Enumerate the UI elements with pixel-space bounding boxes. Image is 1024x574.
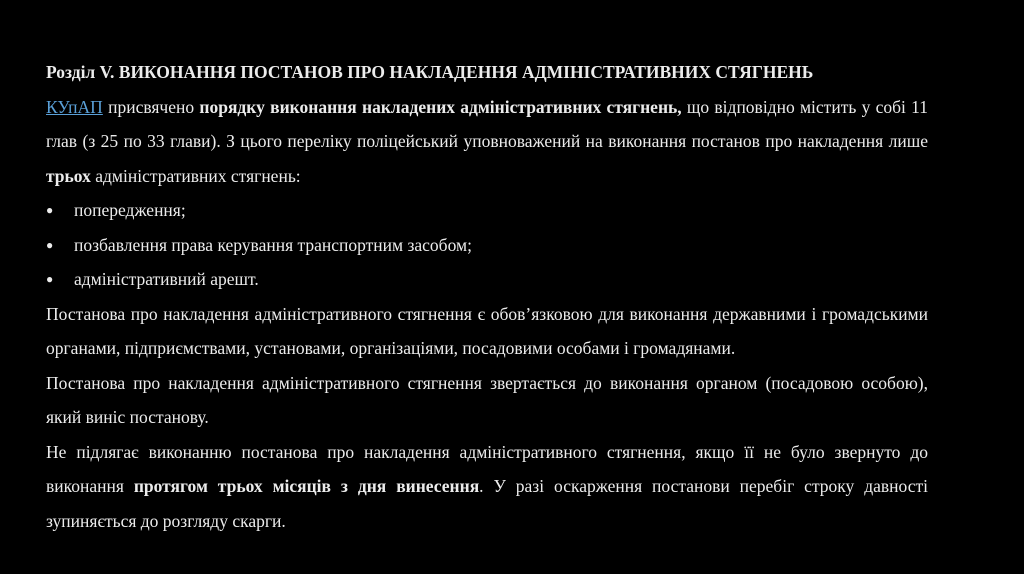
bullet-icon: ●: [46, 272, 54, 286]
penalty-list: [46, 193, 928, 297]
bullet-icon: ●: [46, 237, 54, 252]
list-item: [46, 262, 928, 297]
intro-bold-1: порядку виконання накладених адміністративних стягнень,: [199, 96, 682, 117]
list-item: [46, 193, 928, 228]
section-prefix: Розділ V.: [46, 62, 115, 82]
slide-content: [46, 55, 928, 538]
kupap-link[interactable]: КУпАП: [46, 96, 103, 117]
closing-text-1: Не підлягає виконанню постанова про накладення адміністративного стягнення, якщо її не було звернуто до виконання: [46, 441, 928, 496]
body-paragraph-1: Постанова про накладення адміністративного стягнення є обов’язковою для виконання державними і громадськими органами, підприємствами, установами, організаціями, посадовими особами і громадянами.: [46, 303, 928, 358]
closing-paragraph: [46, 435, 928, 539]
intro-text-1: присвячено: [102, 96, 200, 117]
bullet-icon: ●: [46, 203, 54, 217]
closing-bold: протягом трьох місяців з дня винесення: [133, 476, 480, 496]
section-title: ВИКОНАННЯ ПОСТАНОВ ПРО НАКЛАДЕННЯ АДМІНІСТРАТИВНИХ СТЯГНЕНЬ: [118, 62, 814, 82]
list-item-text: попередження;: [74, 200, 186, 220]
intro-paragraph: [46, 90, 928, 194]
heading-paragraph: [46, 55, 928, 90]
intro-bold-2: трьох: [46, 165, 91, 186]
closing-text-2: . У разі оскарження постанови перебіг строку давності зупиняється до розгляду скарги.: [46, 476, 928, 531]
list-item: [46, 228, 928, 263]
intro-text-2: що відповідно містить у собі 11 глав (з 25 по 33 глави). З цього переліку поліцейський уповноважений на виконання постанов про накладення лише: [46, 96, 929, 151]
list-item-text: позбавлення права керування транспортним засобом;: [74, 234, 472, 255]
body-paragraph-2: Постанова про накладення адміністративного стягнення звертається до виконання органом (посадовою особою), який виніс постанову.: [46, 372, 928, 427]
intro-text-3: адміністративних стягнень:: [90, 165, 301, 186]
list-item-text: адміністративний арешт.: [74, 269, 259, 289]
